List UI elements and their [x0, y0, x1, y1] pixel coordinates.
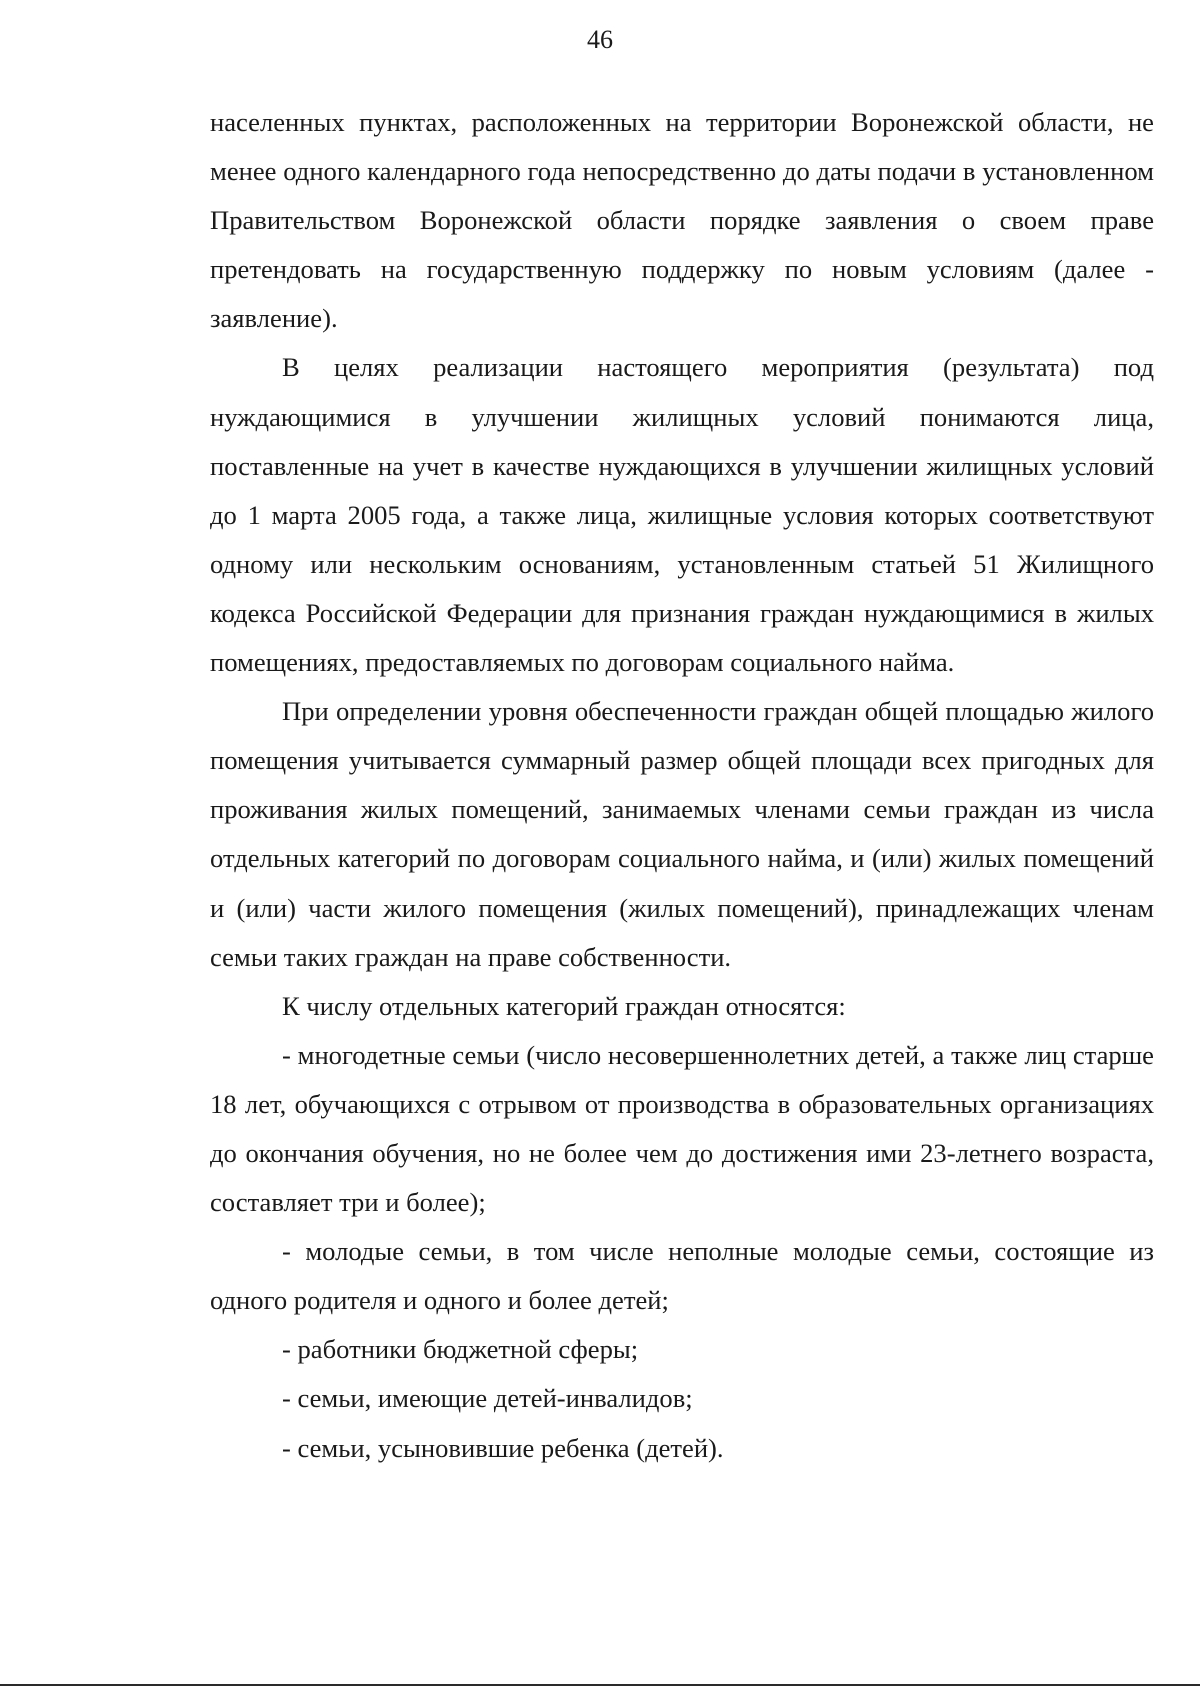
categories-list: [210, 1031, 1154, 1473]
paragraph-definition: В целях реализации настоящего мероприятия (результата) под нуждающимися в улучшении жилищных условий понимаются лица, поставленные на учет в качестве нуждающихся в улучшении жилищных условий до 1 марта 2005 года, а также лица, жилищные условия которых соответствуют одному или нескольким основаниям, установленным статьей 51 Жилищного кодекса Российской Федерации для признания граждан нуждающимися в жилых помещениях, предоставляемых по договорам социального найма.: [210, 352, 1154, 678]
list-item: - работники бюджетной сферы;: [282, 1334, 639, 1365]
page-number: 46: [587, 25, 613, 54]
paragraph-categories-intro: К числу отдельных категорий граждан относятся:: [282, 990, 846, 1021]
list-item: - семьи, имеющие детей-инвалидов;: [282, 1383, 693, 1414]
paragraph-housing-provision: При определении уровня обеспеченности граждан общей площадью жилого помещения учитывается суммарный размер общей площади всех пригодных для проживания жилых помещений, занимаемых членами семьи граждан из числа отдельных категорий по договорам социального найма, и (или) жилых помещений и (или) части жилого помещения (жилых помещений), принадлежащих членам семьи таких граждан на праве собственности.: [210, 696, 1154, 972]
list-item: - молодые семьи, в том числе неполные молодые семьи, состоящие из одного родителя и одного и более детей;: [210, 1236, 1154, 1316]
list-item: - семьи, усыновившие ребенка (детей).: [282, 1432, 724, 1463]
list-item: - многодетные семьи (число несовершеннолетних детей, а также лиц старше 18 лет, обучающихся с отрывом от производства в образовательных организациях до окончания обучения, но не более чем до достижения ими 23-летнего возраста, составляет три и более);: [210, 1039, 1154, 1218]
paragraph-continuation: населенных пунктах, расположенных на территории Воронежской области, не менее одного календарного года непосредственно до даты подачи в установленном Правительством Воронежской области порядке заявления о своем праве претендовать на государственную поддержку по новым условиям (далее - заявление).: [210, 107, 1154, 334]
page-edge-rule: [0, 1684, 1200, 1686]
document-body: [210, 98, 1154, 1473]
